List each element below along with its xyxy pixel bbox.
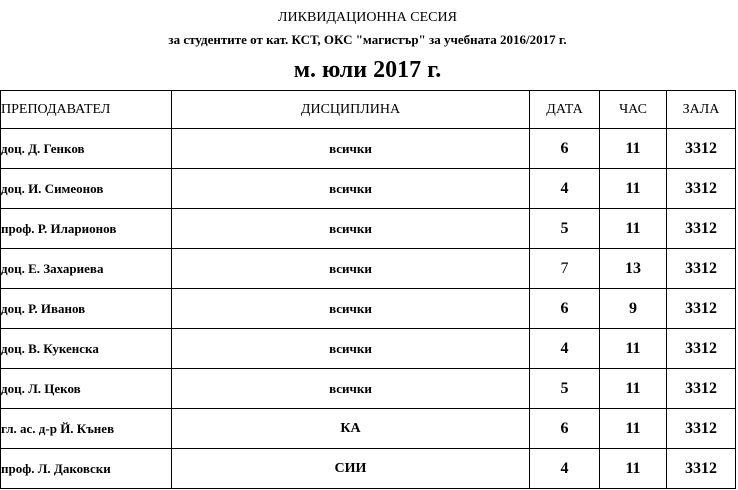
date-cell: 4 [530, 449, 600, 489]
hour-cell: 11 [600, 169, 667, 209]
teacher-cell: доц. Р. Иванов [1, 289, 172, 329]
teacher-cell: доц. Л. Цеков [1, 369, 172, 409]
teacher-cell: гл. ас. д-р Й. Кънев [1, 409, 172, 449]
room-cell: 3312 [667, 409, 736, 449]
table-row [1, 169, 736, 209]
table-row [1, 289, 736, 329]
date-cell: 6 [530, 289, 600, 329]
teacher-cell: доц. И. Симеонов [1, 169, 172, 209]
date-cell: 5 [530, 209, 600, 249]
session-month: м. юли 2017 г. [293, 57, 442, 83]
column-header-discipline: ДИСЦИПЛИНА [172, 91, 530, 129]
hour-cell: 13 [600, 249, 667, 289]
date-cell: 7 [530, 249, 600, 289]
column-header-date: ДАТА [530, 91, 600, 129]
discipline-cell: КА [172, 409, 530, 449]
session-subtitle: за студентите от кат. КСТ, ОКС "магистър" за учебната 2016/2017 г. [168, 32, 567, 47]
discipline-cell: СИИ [172, 449, 530, 489]
discipline-cell: всички [172, 129, 530, 169]
table-row [1, 249, 736, 289]
teacher-cell: доц. В. Кукенска [1, 329, 172, 369]
column-header-teacher: ПРЕПОДАВАТЕЛ [1, 91, 172, 129]
date-cell: 4 [530, 329, 600, 369]
hour-cell: 9 [600, 289, 667, 329]
room-cell: 3312 [667, 129, 736, 169]
date-cell: 6 [530, 409, 600, 449]
room-cell: 3312 [667, 369, 736, 409]
room-cell: 3312 [667, 209, 736, 249]
room-cell: 3312 [667, 169, 736, 209]
date-cell: 4 [530, 169, 600, 209]
table-row [1, 369, 736, 409]
hour-cell: 11 [600, 369, 667, 409]
discipline-cell: всички [172, 169, 530, 209]
column-header-hour: ЧАС [600, 91, 667, 129]
table-row [1, 329, 736, 369]
schedule-table [0, 90, 736, 489]
session-title: ЛИКВИДАЦИОННА СЕСИЯ [278, 10, 457, 25]
hour-cell: 11 [600, 449, 667, 489]
table-row [1, 409, 736, 449]
teacher-cell: проф. Р. Иларионов [1, 209, 172, 249]
room-cell: 3312 [667, 289, 736, 329]
table-header-row [1, 91, 736, 129]
hour-cell: 11 [600, 209, 667, 249]
date-cell: 6 [530, 129, 600, 169]
hour-cell: 11 [600, 329, 667, 369]
room-cell: 3312 [667, 329, 736, 369]
discipline-cell: всички [172, 289, 530, 329]
discipline-cell: всички [172, 329, 530, 369]
date-cell: 5 [530, 369, 600, 409]
hour-cell: 11 [600, 409, 667, 449]
table-row [1, 209, 736, 249]
teacher-cell: проф. Л. Даковски [1, 449, 172, 489]
table-row [1, 449, 736, 489]
discipline-cell: всички [172, 249, 530, 289]
teacher-cell: доц. Е. Захариева [1, 249, 172, 289]
hour-cell: 11 [600, 129, 667, 169]
discipline-cell: всички [172, 209, 530, 249]
teacher-cell: доц. Д. Генков [1, 129, 172, 169]
discipline-cell: всички [172, 369, 530, 409]
room-cell: 3312 [667, 449, 736, 489]
column-header-room: ЗАЛА [667, 91, 736, 129]
table-row [1, 129, 736, 169]
room-cell: 3312 [667, 249, 736, 289]
